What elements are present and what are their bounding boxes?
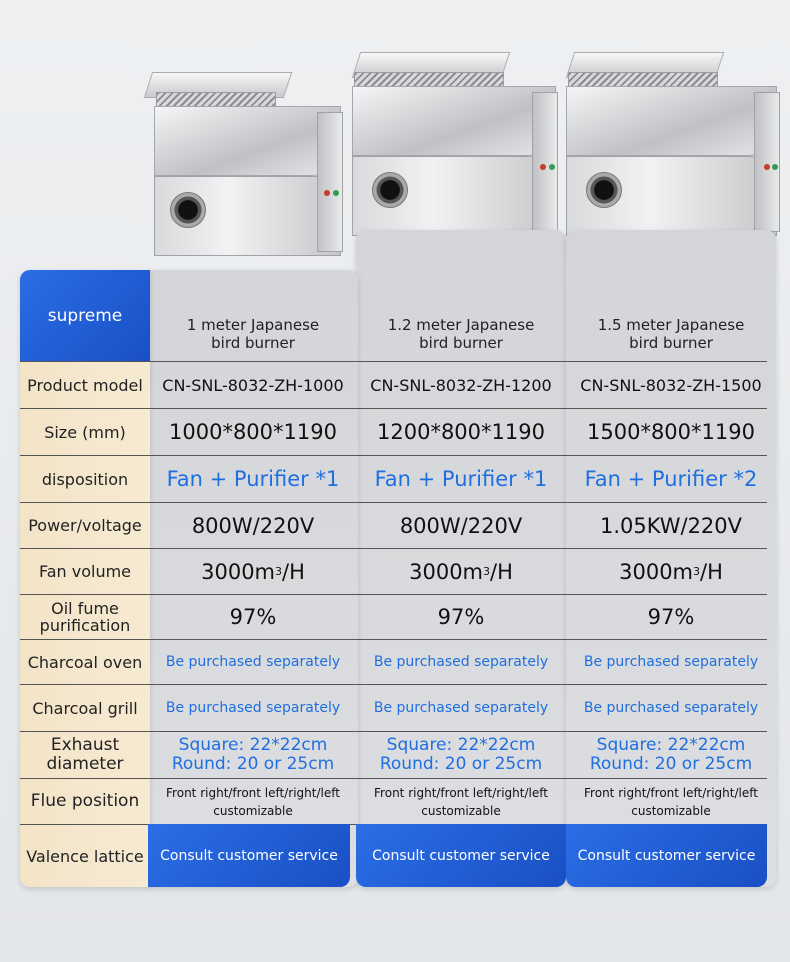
table-row (20, 503, 767, 548)
table-row (20, 779, 767, 824)
consult-customer-service-button[interactable]: Consult customer service (356, 824, 566, 887)
row-label: disposition (41, 469, 129, 489)
table-row (20, 456, 767, 502)
model-value: CN-SNL-8032-ZH-1000 (162, 375, 344, 395)
table-row (20, 685, 767, 731)
product-name: 1.5 meter Japanese bird burner (597, 316, 745, 352)
product-name: 1.2 meter Japanese bird burner (387, 316, 535, 352)
row-label: Power/voltage (28, 516, 142, 535)
consult-customer-service-button[interactable]: Consult customer service (566, 824, 767, 887)
row-label: Oil fume purification (39, 599, 131, 635)
flue-value: Front right/front left/right/left customizable (584, 785, 758, 818)
table-row (20, 409, 767, 455)
power-value: 800W/220V (191, 513, 315, 538)
fan-volume-value: 3000m 3 /H (201, 559, 305, 584)
table-row (20, 595, 767, 639)
disposition-value: Fan + Purifier *1 (374, 467, 548, 491)
fan-outlet-icon (170, 192, 206, 228)
fan-volume-value: 3000m 3 /H (619, 559, 723, 584)
row-label: Charcoal grill (32, 698, 138, 718)
product-image-1m (148, 72, 343, 297)
table-row (20, 362, 767, 408)
charcoal-oven-value: Be purchased separately (583, 654, 759, 670)
exhaust-value: Square: 22*22cm Round: 20 or 25cm (379, 735, 543, 774)
row-label: Fan volume (38, 562, 132, 581)
purification-value: 97% (229, 605, 277, 629)
fan-volume-value: 3000m 3 /H (409, 559, 513, 584)
model-value: CN-SNL-8032-ZH-1200 (370, 375, 552, 395)
power-value: 1.05KW/220V (599, 513, 743, 538)
flue-value: Front right/front left/right/left customizable (374, 785, 548, 818)
charcoal-oven-value: Be purchased separately (165, 654, 341, 670)
size-value: 1500*800*1190 (587, 420, 755, 444)
power-value: 800W/220V (399, 513, 523, 538)
table-row (20, 549, 767, 594)
row-label: Product model (27, 375, 143, 395)
fan-outlet-icon (372, 172, 408, 208)
flue-value: Front right/front left/right/left customizable (166, 785, 340, 818)
consult-customer-service-button[interactable]: Consult customer service (148, 824, 350, 887)
fan-outlet-icon (586, 172, 622, 208)
table-row (20, 640, 767, 684)
size-value: 1200*800*1190 (377, 420, 545, 444)
exhaust-value: Square: 22*22cm Round: 20 or 25cm (589, 735, 753, 774)
charcoal-oven-value: Be purchased separately (373, 654, 549, 670)
purification-value: 97% (437, 605, 485, 629)
row-label: Size (mm) (44, 422, 126, 442)
table-row (20, 732, 767, 778)
supreme-header: supreme (20, 270, 150, 361)
row-label: Flue position (30, 791, 140, 811)
product-name-row (20, 308, 767, 360)
charcoal-grill-value: Be purchased separately (373, 700, 549, 716)
charcoal-grill-value: Be purchased separately (165, 700, 341, 716)
charcoal-grill-value: Be purchased separately (583, 700, 759, 716)
row-label: Valence lattice (26, 846, 144, 866)
size-value: 1000*800*1190 (169, 420, 337, 444)
purification-value: 97% (647, 605, 695, 629)
row-label: Exhaust diameter (46, 735, 124, 774)
disposition-value: Fan + Purifier *2 (584, 467, 758, 491)
row-label: Charcoal oven (27, 652, 143, 672)
exhaust-value: Square: 22*22cm Round: 20 or 25cm (171, 735, 335, 774)
model-value: CN-SNL-8032-ZH-1500 (580, 375, 762, 395)
product-name: 1 meter Japanese bird burner (186, 316, 320, 352)
disposition-value: Fan + Purifier *1 (166, 467, 340, 491)
